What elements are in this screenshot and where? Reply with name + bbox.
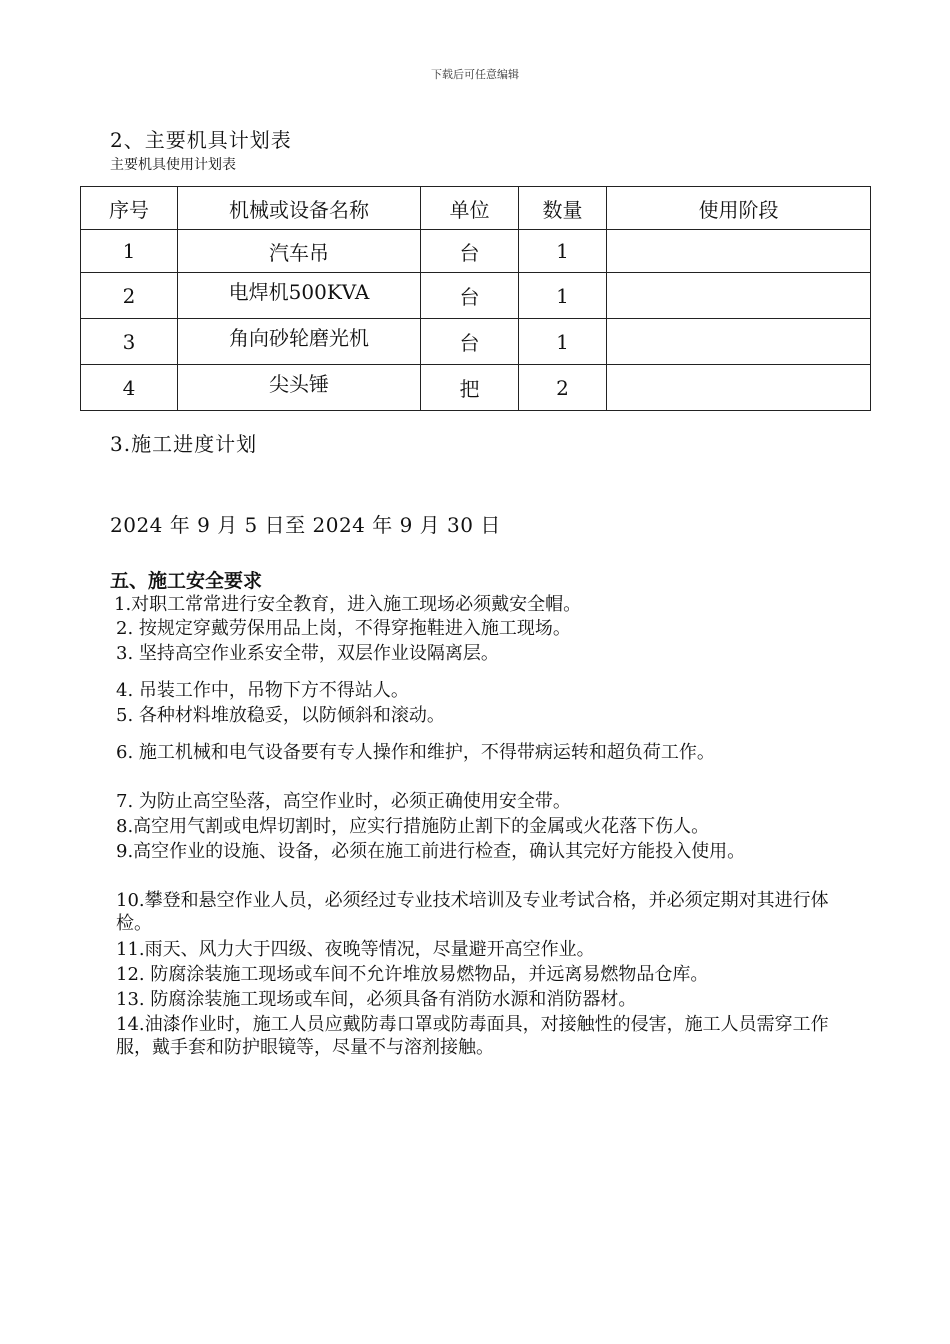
cell-name: 电焊机500KVA (178, 273, 421, 319)
column-header-stage: 使用阶段 (607, 187, 871, 230)
cell-qty: 2 (519, 365, 607, 411)
safety-item-11: 11.雨天、风力大于四级、夜晚等情况，尽量避开高空作业。 (116, 939, 595, 960)
safety-item-12: 12. 防腐涂装施工现场或车间不允许堆放易燃物品，并远离易燃物品仓库。 (116, 964, 709, 985)
safety-item-14: 14.油漆作业时，施工人员应戴防毒口罩或防毒面具，对接触性的侵害，施工人员需穿工作服，戴手套和防护眼镜等，尽量不与溶剂接触。 (116, 1014, 829, 1058)
cell-no: 1 (81, 230, 178, 273)
safety-item-10: 10.攀登和悬空作业人员，必须经过专业技术培训及专业考试合格，并必须定期对其进行体检。 (116, 890, 829, 934)
cell-stage (607, 365, 871, 411)
equipment-table-caption: 主要机具使用计划表 (110, 157, 236, 173)
cell-unit: 台 (421, 230, 519, 273)
safety-item-13: 13. 防腐涂装施工现场或车间，必须具备有消防水源和消防器材。 (116, 989, 637, 1010)
cell-stage (607, 319, 871, 365)
table-row (81, 319, 871, 365)
safety-item-7: 7. 为防止高空坠落，高空作业时，必须正确使用安全带。 (116, 791, 571, 812)
cell-no: 4 (81, 365, 178, 411)
cell-stage (607, 273, 871, 319)
safety-item-2: 2. 按规定穿戴劳保用品上岗，不得穿拖鞋进入施工现场。 (116, 618, 571, 639)
cell-qty: 1 (519, 230, 607, 273)
equipment-table (80, 186, 871, 411)
header-note: 下载后可任意编辑 (431, 68, 519, 81)
table-row (81, 365, 871, 411)
cell-no: 2 (81, 273, 178, 319)
equipment-section-heading: 2、主要机具计划表 (110, 128, 292, 152)
safety-item-1: 1.对职工常常进行安全教育，进入施工现场必须戴安全帽。 (114, 594, 582, 615)
safety-item-3: 3. 坚持高空作业系安全带，双层作业设隔离层。 (116, 643, 499, 664)
safety-item-5: 5. 各种材料堆放稳妥，以防倾斜和滚动。 (116, 705, 445, 726)
cell-unit: 台 (421, 273, 519, 319)
cell-name: 汽车吊 (178, 230, 421, 273)
column-header-no: 序号 (81, 187, 178, 230)
schedule-dates: 2024 年 9 月 5 日至 2024 年 9 月 30 日 (110, 513, 501, 537)
cell-qty: 1 (519, 319, 607, 365)
schedule-heading: 3.施工进度计划 (110, 432, 258, 456)
safety-item-9: 9.高空作业的设施、设备，必须在施工前进行检查，确认其完好方能投入使用。 (116, 841, 746, 862)
cell-qty: 1 (519, 273, 607, 319)
safety-item-6: 6. 施工机械和电气设备要有专人操作和维护，不得带病运转和超负荷工作。 (116, 742, 715, 763)
safety-item-4: 4. 吊装工作中，吊物下方不得站人。 (116, 680, 409, 701)
column-header-qty: 数量 (519, 187, 607, 230)
cell-name: 尖头锤 (178, 365, 421, 411)
cell-name: 角向砂轮磨光机 (178, 319, 421, 365)
cell-stage (607, 230, 871, 273)
safety-item-8: 8.高空用气割或电焊切割时，应实行措施防止割下的金属或火花落下伤人。 (116, 816, 710, 837)
table-row (81, 230, 871, 273)
cell-no: 3 (81, 319, 178, 365)
table-row (81, 273, 871, 319)
cell-unit: 台 (421, 319, 519, 365)
cell-unit: 把 (421, 365, 519, 411)
column-header-unit: 单位 (421, 187, 519, 230)
table-header-row (81, 187, 871, 230)
safety-heading: 五、施工安全要求 (110, 570, 263, 592)
column-header-name: 机械或设备名称 (178, 187, 421, 230)
